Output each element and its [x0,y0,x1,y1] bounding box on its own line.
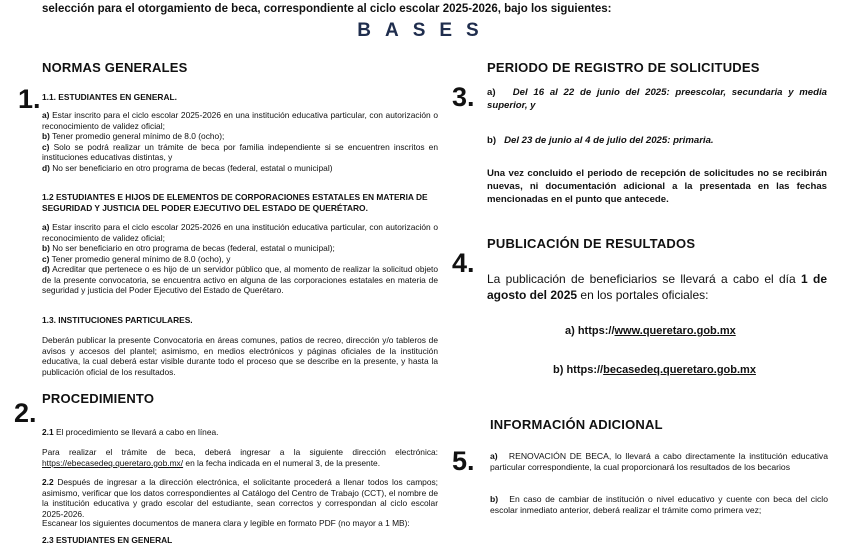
proc-p4: Escanear los siguientes documentos de manera clara y legible en formato PDF (no mayor a 1 MB): [42,518,410,528]
section1-heading: NORMAS GENERALES [42,60,188,75]
section3-number: 3. [452,82,475,112]
section3-heading: PERIODO DE REGISTRO DE SOLICITUDES [487,60,760,75]
intro-text: selección para el otorgamiento de beca, correspondiente al ciclo escolar 2025-2026, bajo los siguientes: [42,3,612,15]
sub1-list [42,110,438,173]
section1-number: 1. [18,84,41,114]
proc-p3: 2.2 Después de ingresar a la dirección electrónica, el solicitante procederá a llenar todos los campos; asimismo, verificar que los datos correspondientes al Catálogo del Centro de Trabajo (CCT), el nombre de la institución educativa y grado escolar del estudiante, sean correctos y correspondan al ciclo escolar 2025-2026. [42,477,439,519]
list-item: b) Tener promedio general mínimo de 8.0 (ocho); [42,131,225,141]
ebecas-link[interactable]: https://ebecasedeq.queretaro.gob.mx/ [42,457,184,468]
proc-p2: Para realizar el trámite de beca, deberá ingresar a la siguiente dirección electrónica: https://ebecasedeq.queretaro.gob.mx/ en la fecha indicada en el numeral 3, de la presente. [42,447,438,468]
info-b: b) En caso de cambiar de institución o nivel educativo y cuente con beca del ciclo escolar inmediato anterior, deberá realizar el trámite como primera vez; [490,494,828,515]
sub3-heading: 1.3. INSTITUCIONES PARTICULARES. [42,315,193,325]
section4-number: 4. [452,248,475,278]
period-note: Una vez concluido el periodo de recepción de solicitudes no se recibirán nuevas, ni documentación adicional a la presentada en las fechas mencionadas en el punto que antecede. [487,168,827,205]
bases-title: BASES [357,20,493,41]
period-b: b) Del 23 de junio al 4 de julio del 2025: primaria. [487,135,714,146]
link-queretaro[interactable]: a) https://www.queretaro.gob.mx [565,325,736,337]
list-item: c) Tener promedio general mínimo de 8.0 (ocho), y [42,253,231,264]
sub2-heading: 1.2 ESTUDIANTES E HIJOS DE ELEMENTOS DE CORPORACIONES ESTATALES EN MATERIA DE SEGURIDAD Y JUSTICIA DEL PODER EJECUTIVO DEL ESTADO DE QUERÉTARO. [42,192,428,213]
sub1-heading: 1.1. ESTUDIANTES EN GENERAL. [42,92,177,102]
list-item: d) No ser beneficiario en otro programa de becas (federal, estatal o municipal) [42,162,333,173]
section2-number: 2. [14,398,37,428]
section4-heading: PUBLICACIÓN DE RESULTADOS [487,236,696,251]
list-item: c) Solo se podrá realizar un trámite de beca por familia independiente si se encuentren inscritos en instituciones educativas distintas, y [42,141,438,162]
sub2-list [42,222,438,296]
section2-heading: PROCEDIMIENTO [42,391,155,406]
link-becasedeq[interactable]: b) https://becasedeq.queretaro.gob.mx [553,364,756,376]
info-a: a) RENOVACIÓN DE BECA, lo llevará a cabo directamente la institución educativa particular correspondiente, la cual proporcionará los resultados de los becarios [490,451,828,472]
sub3-text: Deberán publicar la presente Convocatoria en áreas comunes, patios de recreo, dirección y/o tableros de avisos y accesos del plantel; asimismo, en medios electrónicos y páginas oficiales de la institución educativa, la cual deberá estar visible durante todo el proceso que se describe en la presente, y hasta la publicación oficial de los resultados. [42,335,438,377]
publication-text: La publicación de beneficiarios se llevará a cabo el día 1 de agosto del 2025 en los portales oficiales: [487,272,828,303]
proc-p1: 2.1 El procedimiento se llevará a cabo en línea. [42,427,219,437]
section5-heading: INFORMACIÓN ADICIONAL [490,417,663,432]
proc-p5: 2.3 ESTUDIANTES EN GENERAL [42,535,173,545]
list-item: a) Estar inscrito para el ciclo escolar 2025-2026 en una institución educativa particular, con autorización o reconocimiento de validez oficial; [42,110,438,131]
list-item: b) No ser beneficiario en otro programa de becas (federal, estatal o municipal); [42,243,335,253]
period-a: a) Del 16 al 22 de junio del 2025: preescolar, secundaria y media superior, y [487,87,827,111]
section5-number: 5. [452,446,475,476]
list-item: d) Acreditar que pertenece o es hijo de un servidor público que, al momento de realizar la solicitud objeto de la presente convocatoria, se encuentra activo en alguna de las corporaciones estatales en materia de seguridad y justicia del Poder Ejecutivo del Estado de Querétaro. [42,264,438,295]
list-item: a) Estar inscrito para el ciclo escolar 2025-2026 en una institución educativa particular, con autorización o reconocimiento de validez oficial; [42,222,438,243]
